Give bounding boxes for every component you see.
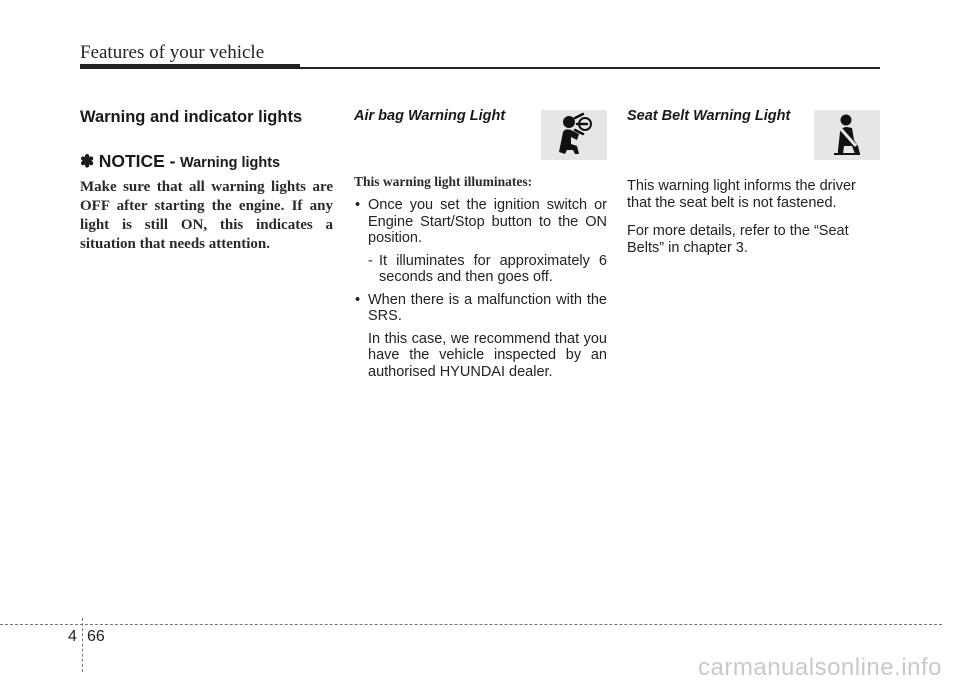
airbag-bullets [354, 197, 607, 380]
header-rule-thick [80, 64, 300, 69]
seatbelt-reference: For more details, refer to the “Seat Belts” in chapter 3. [627, 223, 849, 256]
list-item [354, 197, 607, 286]
list-item [354, 292, 607, 381]
airbag-heading [354, 108, 607, 160]
bullet-text: Once you set the ignition switch or Engine Start/Stop button to the ON position. [368, 197, 607, 246]
seatbelt-heading [627, 108, 880, 160]
column-warning-lights [80, 108, 333, 254]
recommendation-text: In this case, we recommend that you have the vehicle inspected by an authorised HYUNDAI dealer. [368, 330, 607, 380]
chapter-number: 4 [68, 628, 77, 645]
sub-item: - It illuminates for approximately 6 seconds and then goes off. [368, 252, 607, 285]
column-seatbelt-light [627, 108, 880, 256]
airbag-title: Air bag Warning Light [354, 108, 506, 124]
seat-belt-icon [814, 110, 880, 160]
notice-symbol-icon: ✽ [80, 152, 95, 171]
notice-heading [80, 151, 333, 172]
notice-topic: Warning lights [179, 155, 281, 171]
watermark: carmanualsonline.info [698, 654, 942, 681]
notice-label: NOTICE - [98, 151, 176, 171]
page-header-title: Features of your vehicle [80, 42, 265, 63]
footer-rule [0, 624, 942, 625]
notice-body: Make sure that all warning lights are OFF after starting the engine. If any light is still ON, this indicates a situation that needs attention. [80, 179, 333, 252]
footer-divider [82, 618, 83, 672]
sub-item-text: It illuminates for approximately 6 seconds and then goes off. [379, 252, 607, 285]
page-number: 66 [87, 628, 105, 645]
airbag-lead: This warning light illuminates: [354, 174, 533, 189]
column-airbag-light [354, 108, 607, 386]
airbag-person-icon [541, 110, 607, 160]
seatbelt-title: Seat Belt Warning Light [627, 108, 791, 124]
header-rule-thin [300, 67, 880, 69]
section-title: Warning and indicator lights [80, 108, 303, 126]
seatbelt-description: This warning light informs the driver that the seat belt is not fastened. [627, 178, 856, 211]
bullet-text: When there is a malfunction with the SRS. [368, 291, 607, 324]
